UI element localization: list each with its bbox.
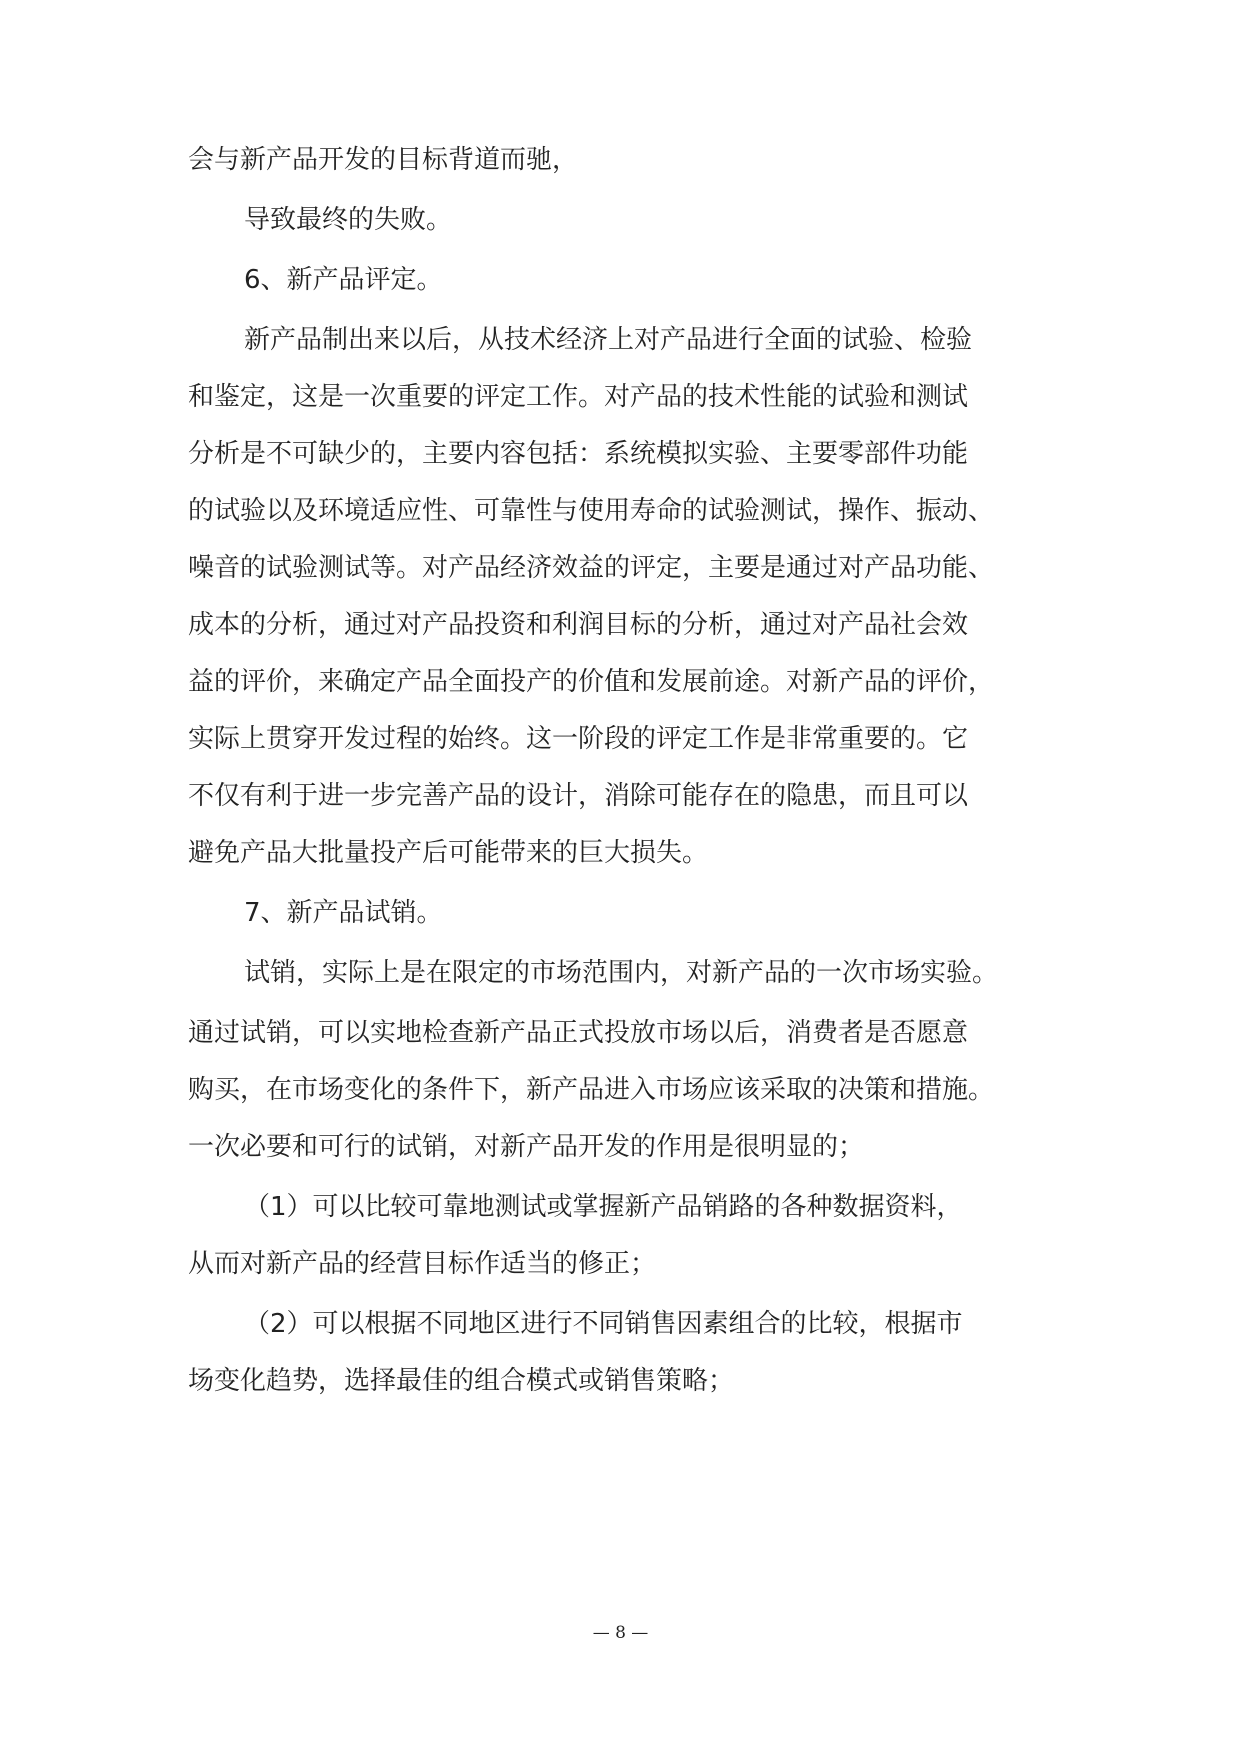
text-line: 场变化趋势，选择最佳的组合模式或销售策略； <box>188 1366 735 1396</box>
text-line: 分析是不可缺少的，主要内容包括：系统模拟实验、主要零部件功能 <box>188 439 969 469</box>
text-line: 通过试销，可以实地检查新产品正式投放市场以后，消费者是否愿意 <box>188 1018 969 1048</box>
text-line: 的试验以及环境适应性、可靠性与使用寿命的试验测试，操作、振动、 <box>188 496 995 526</box>
section-heading: 6、新产品评定。 <box>244 265 443 295</box>
list-item: （1）可以比较可靠地测试或掌握新产品销路的各种数据资料， <box>244 1192 963 1222</box>
text-line: 导致最终的失败。 <box>244 205 453 235</box>
list-item: （2）可以根据不同地区进行不同销售因素组合的比较，根据市 <box>244 1309 963 1339</box>
text-line: 噪音的试验测试等。对产品经济效益的评定，主要是通过对产品功能、 <box>188 553 995 583</box>
page-number: — 8 — <box>592 1623 649 1643</box>
section-heading: 7、新产品试销。 <box>244 898 443 928</box>
text-line: 购买，在市场变化的条件下，新产品进入市场应该采取的决策和措施。 <box>188 1075 995 1105</box>
text-line: 成本的分析，通过对产品投资和利润目标的分析，通过对产品社会效 <box>188 610 969 640</box>
text-line: 从而对新产品的经营目标作适当的修正； <box>188 1249 657 1279</box>
text-line: 和鉴定，这是一次重要的评定工作。对产品的技术性能的试验和测试 <box>188 382 969 412</box>
text-line: 避免产品大批量投产后可能带来的巨大损失。 <box>188 838 709 868</box>
text-line: 一次必要和可行的试销，对新产品开发的作用是很明显的； <box>188 1132 865 1162</box>
text-line: 益的评价，来确定产品全面投产的价值和发展前途。对新产品的评价， <box>188 667 995 697</box>
text-line: 实际上贯穿开发过程的始终。这一阶段的评定工作是非常重要的。它 <box>188 724 969 754</box>
text-line: 试销，实际上是在限定的市场范围内，对新产品的一次市场实验。 <box>244 958 999 988</box>
text-line: 不仅有利于进一步完善产品的设计，消除可能存在的隐患，而且可以 <box>188 781 969 811</box>
text-line: 新产品制出来以后，从技术经济上对产品进行全面的试验、检验 <box>244 325 973 355</box>
text-line: 会与新产品开发的目标背道而驰， <box>188 145 579 175</box>
